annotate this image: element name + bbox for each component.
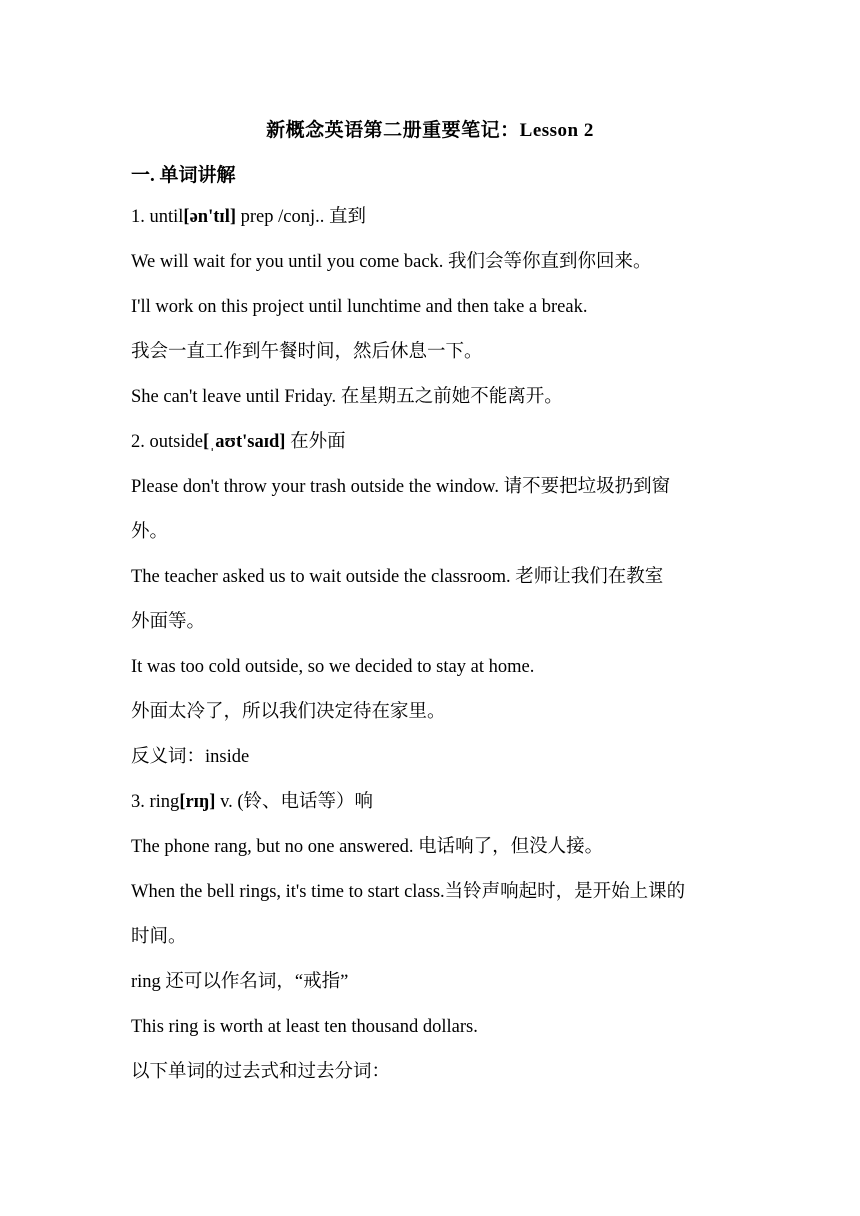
notes-body bbox=[131, 205, 731, 1105]
section-heading: 一. 单词讲解 bbox=[131, 165, 236, 186]
antonym-note: 反义词：inside bbox=[131, 747, 250, 767]
entry-word: 2. outside bbox=[131, 432, 203, 452]
example-sentence-continued: 外面等。 bbox=[131, 612, 206, 632]
entry-word: 1. until bbox=[131, 207, 184, 227]
example-sentence-continued: 外。 bbox=[131, 522, 169, 542]
example-sentence: We will wait for you until you come back. 我们会等你直到你回来。 bbox=[131, 252, 652, 272]
entry-phonetic: [rɪŋ] bbox=[179, 792, 216, 812]
entry-definition: v. (铃、电话等）响 bbox=[215, 792, 374, 812]
usage-note: ring 还可以作名词，“戒指” bbox=[131, 972, 349, 992]
vocab-entry-outside bbox=[131, 430, 731, 475]
vocab-entry-ring bbox=[131, 790, 731, 835]
example-sentence: She can't leave until Friday. 在星期五之前她不能离开。 bbox=[131, 387, 563, 407]
example-sentence: Please don't throw your trash outside the window. 请不要把垃圾扔到窗 bbox=[131, 477, 671, 497]
example-sentence: It was too cold outside, so we decided to stay at home. bbox=[131, 657, 535, 677]
example-sentence: I'll work on this project until lunchtime and then take a break. bbox=[131, 297, 588, 317]
page-title: 新概念英语第二册重要笔记：Lesson 2 bbox=[266, 120, 594, 141]
example-translation: 我会一直工作到午餐时间，然后休息一下。 bbox=[131, 342, 483, 362]
example-sentence: The teacher asked us to wait outside the classroom. 老师让我们在教室 bbox=[131, 567, 664, 587]
vocab-entry-until bbox=[131, 205, 731, 250]
entry-definition: 在外面 bbox=[285, 432, 346, 452]
entry-phonetic: [ˌaʊt'saɪd] bbox=[202, 432, 286, 452]
example-sentence: The phone rang, but no one answered. 电话响了，但没人接。 bbox=[131, 837, 604, 857]
entry-word: 3. ring bbox=[131, 792, 180, 812]
usage-note: 以下单词的过去式和过去分词： bbox=[131, 1062, 391, 1082]
entry-phonetic: [ən'tɪl] bbox=[183, 207, 237, 227]
entry-definition: prep /conj.. 直到 bbox=[236, 207, 367, 227]
example-sentence-continued: 时间。 bbox=[131, 927, 187, 947]
example-sentence: This ring is worth at least ten thousand dollars. bbox=[131, 1017, 478, 1037]
example-sentence: When the bell rings, it's time to start class.当铃声响起时，是开始上课的 bbox=[131, 882, 686, 902]
example-translation: 外面太冷了，所以我们决定待在家里。 bbox=[131, 702, 446, 722]
